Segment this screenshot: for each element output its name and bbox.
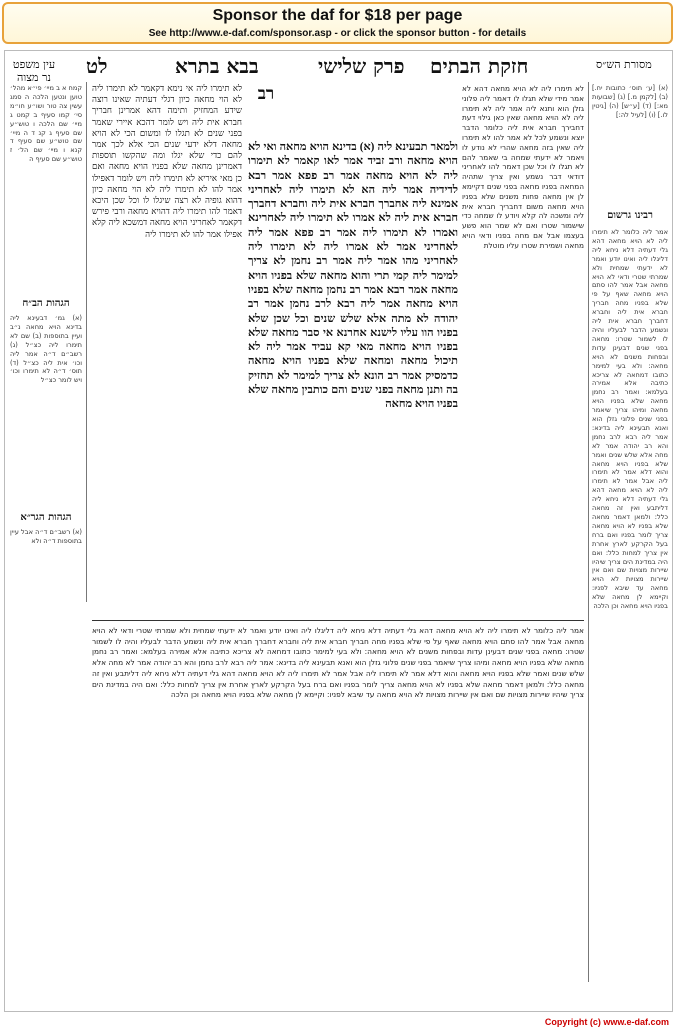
- commentary-divider: [92, 620, 584, 621]
- copyright-link[interactable]: Copyright (c) www.e-daf.com: [544, 1017, 669, 1027]
- ein-mishpat-text: קמח א ב מיי׳ פי״א מהל׳ טוען ונטען הלכה ה סמג עשין צה טור ושו״ע חו״מ סי׳ קמו סעיף ב קמט ג מיי׳ שם הלכה ו טוש״ע שם סעיף ג קנ ד ה מיי׳ שם טוש״ע שם סעיף ד קנא ו מיי׳ שם הל׳ ז טוש״ע שם סעיף ה: [10, 84, 82, 164]
- hagahot-bach-text: (א) גמ׳ דבעינא ליה בדינא הויא מחאה נ״ב ועיין בתוספות (ב) שם לא תימרו ליה כצ״ל (ג) רשב״ם ד״ה אמר ליה וכו׳ אית ליה כצ״ל (ד) תוס׳ ד״ה לא תימרו וכו׳ ויש לומר כצ״ל: [10, 314, 82, 385]
- tractate-name: בבא בתרא: [175, 54, 259, 78]
- sponsor-title[interactable]: Sponsor the daf for $18 per page: [212, 7, 463, 24]
- hagahot-gra-heading: הגהות הגר״א: [20, 512, 72, 523]
- rabbeinu-gershom-heading: רבינו גרשום: [607, 210, 653, 221]
- right-margin-divider: [588, 82, 589, 982]
- rashi-text: לא תימרו ליה לא הויא מחאה דהא לא אמר מידי שלא תגלו לו דאמר ליה פלוני גזלן הוא ותנא ליה אמר ליה לא תימרו ליה לא הויא מחאה שאין כאן גילוי דעת דחבירך חברא אית ליה כלומר הדבר יוצא ונשמע לכל לא אמר להו לא תימרו ליה שאין בזה מחאה שהרי לא נודע לו ויאמר לא ידעתי שמחה בי שאמר להם לא תגלו לו וכל שכן דאמר להו לאחריני דודאי דבר נשמע ואין צריך שתהיה המחאה בפניו מחאה בפני שנים דקיימא לן אין מחאה פחות משנים שלא בפניו הויא מחאה משום דחבריך חברא אית ליה ומשכה לה קלא ויודע לו שמחה כדי שישמור שטרו ואם לא שמר הוא פשע בעצמו אבל אם מחה בפניו ודאי הויא מחאה ושמירת שטרו עליו מוטלת: [462, 84, 584, 250]
- bottom-commentary-text: אמר ליה כלומר לא תימרו ליה לא הויא מחאה דהא גלי דעתיה דלא ניחא ליה דליגלו ליה ואינו יודע ואמר לא ידעתי שמחית ולא שמרתי שטרי ודאי לא הויא מחאה אבל אמר להו סתם הויא מחאה שאף על פי שלא בפניו מחה חבריך חברא אית ליה וחברא דחברך חברא אית ליה ונשמע הדבר לבעליו והיה לו לשמור שטרו: מחאה בפני שנים דבעינן עדות ובפחות משנים לא הויא מחאה: ולא בעי למימר כתובו דמחאה לא צריכא כתיבה אלא אמירה בעלמא: ואמר רב נחמן מחאה שלא בפניו הויא מחאה ומיהו צריך שיאמר בפני שנים פלוני גזלן הוא ואנא תבעינא ליה בדינא: אמר ליה רבא לרב נחמן והא רב יהודה אמר לא מחה אלא שלש שנים ואמר שלא בפניו הויא מחאה והוא דלא אמר לא תימרו ליה אבל אמר לא תימרו ליה לא הויא מחאה דהא גלי דעתיה דלא ניחא ליה דליתבע ואין זה מחאה כלל: ולמאן דאמר מחאה שלא בפניו לא הויא מחאה צריך לומר בפניו ואם ברח בעל הקרקע לארץ אחרת אין צריך למחות כלל: ואם היה במדינת הים צריך שיהיו שיירות מצויות שם ואם אין שיירות מצויות לא הויא מחאה עד שיבא לפניו: וקיימא לן מחאה שלא בפניו הויא מחאה וכן הלכה: [92, 626, 584, 700]
- sponsor-banner[interactable]: [2, 2, 673, 44]
- chapter-number: פרק שלישי: [318, 54, 405, 78]
- hagahot-gra-text: (א) רשב״ם ד״ה אבל עיין בתוספות ד״ה ולא: [10, 528, 82, 545]
- tosafot-text: לא תימרו ליה אי נימא דקאמר לא תימרו ליה לא הוי מחאה כיון דגלי דעתיה שאינו רוצה שידע המחזיק ותימה דהא אמרינן חבריך חברא אית ליה ויש לומר דהכא איירי שאמר בפני שנים לא תגלו לו ומשום הכי לא הויא מחאה דלא ידעי שנים הכי אלא לכך אמר להם כדי שלא יגלו ומה שהקשו תוספות דאמרינן מחאה שלא בפניו הויא מחאה ואם כן מאי איריא לא תימרו ליה ויש לומר דאפילו אמר להו לא תימרו ליה לא הוי מחאה כיון דהוא גופיה לא רצה שיגלו לו וכל שכן היכא דאמר להו תימרו ליה דהויא מחאה ורבי פירש דקאמר לאחריני הויא מחאה דמשכא ליה קלא אפילו אמר להו לא תימרו ליה: [92, 84, 242, 240]
- masoret-label: מסורת הש״ס: [596, 58, 652, 71]
- masoret-hashas-text: (א) [ע׳ תוס׳ כתובות יח.] (ב) [לקמן מ.] (ג) [שבועות מא:] (ד) [ע״ש] (ה) [גיטין לו.] (ו) [לעיל לה:]: [592, 84, 668, 119]
- rabbeinu-gershom-text: אמר ליה כלומר לא תימרו ליה לא הויא מחאה דהא גלי דעתיה דלא ניחא ליה דליגלו ליה ואינו יודע ואמר לא ידעתי שמחית ולא שמרתי שטרי ודאי לא הויא מחאה אבל אמר להו סתם הויא מחאה שאף על פי שלא בפניו מחה חבריך חברא אית ליה וחברא דחברך חברא אית ליה ונשמע הדבר לבעליו והיה לו לשמור שטרו: מחאה בפני שנים דבעינן עדות ובפחות משנים לא הויא מחאה: ולא בעי למימר כתובו דמחאה לא צריכא כתיבה אלא אמירה בעלמא: ואמר רב נחמן מחאה שלא בפניו הויא מחאה ומיהו צריך שיאמר בפני שנים פלוני גזלן הוא ואנא תבעינא ליה בדינא: אמר ליה רבא לרב נחמן והא רב יהודה אמר לא מחה אלא שלש שנים ואמר שלא בפניו הויא מחאה והוא דלא אמר לא תימרו ליה אבל אמר לא תימרו ליה לא הויא מחאה דהא גלי דעתיה דלא ניחא ליה דליתבע ואין זה מחאה כלל: ולמאן דאמר מחאה שלא בפניו לא הויא מחאה צריך לומר בפניו ואם ברח בעל הקרקע לארץ אחרת אין צריך למחות כלל: ואם היה במדינת הים צריך שיהיו שיירות מצויות שם ואם אין שיירות מצויות לא הויא מחאה עד שיבא לפניו: וקיימא לן מחאה שלא בפניו הויא מחאה וכן הלכה: [592, 228, 668, 611]
- ein-mishpat-label: עין משפט נר מצוה: [12, 58, 56, 84]
- main-opening-word: רב: [257, 84, 275, 104]
- hagahot-bach-heading: הגהות הב״ח: [22, 298, 70, 309]
- sponsor-subtitle: See http://www.e-daf.com/sponsor.asp - or click the sponsor button - for details: [148, 28, 527, 39]
- chapter-name: חזקת הבתים: [430, 54, 529, 78]
- gemara-main-text: ולמאר תבעינא ליה (א) בדינא הויא מחאה ואי לא הויא מחאה ורב זביד אמר לאו קאמר לא תימרו ליה לא הויא מחאה אמר רב פפא אמר רבא לדידיה אמר ליה הא לא תימרו ליה לאחריני אמינא ליה אחברך חברא אית ליה וחברא דחברך חברא אית ליה לא אמרו לא תימרו ליה לאחרינא ואמרו לא תימרו ליה אמר רב פפא אמר ליה לאחריני אמר לא אמרו ליה לא תימרו ליה לאחריני מהו אמר ליה אמר רב נחמן לא צריך למימר ליה קמי תרי והוא מחאה שלא בפניו הויא מחאה אמר רבא אמר רב נחמן מחאה שלא בפניו הויא מחאה אמר ליה רבא לרב נחמן אמר רב יהודה לא מתה אלא שלש שנים וכל שכן שלא בפניו הוו עליו לישנא אחרנא אי סבר מחאה שלא בפניו הויא מחאה מאי קא עביד אמר ליה לא תיכול מחאה ומחאה שלא בפניו הויא מחאה כדמסיק אמר רב הונא לא צריך למימר לא תחזיק בה ותנן מחאה בפני שנים והם כותבין מחאה שלא בפניו הויא מחאה: [248, 141, 458, 411]
- left-margin-divider: [86, 82, 87, 602]
- folio-number: לט: [86, 54, 108, 78]
